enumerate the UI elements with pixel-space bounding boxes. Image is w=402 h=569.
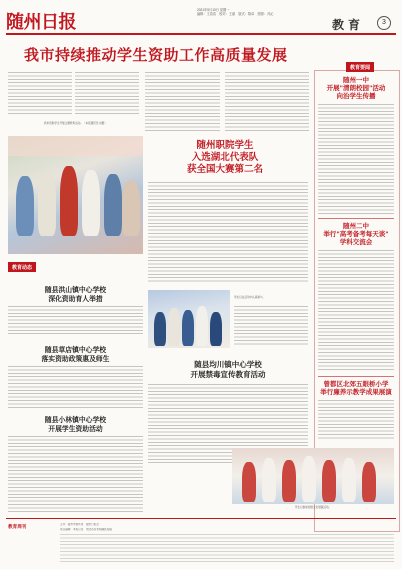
- footer-rule: [6, 518, 396, 519]
- middle-photo-caption: 学生们在活动中认真参与。: [234, 296, 266, 299]
- left-brief-3-headline: 随县小林镇中心学校 开展学生资助活动: [44, 416, 107, 433]
- footer-line-2: 责任编辑：本报记者 欢迎各位老师踊跃投稿: [60, 528, 112, 531]
- section-title: 教育: [332, 18, 365, 32]
- lead-photo-caption: 我市资助学生开展主题教育活动。 （本报通讯员 供图）: [44, 122, 107, 125]
- page-number: 3: [377, 16, 391, 30]
- header-rule: [6, 33, 396, 35]
- left-brief-2-body: [8, 366, 143, 408]
- right-item-1-headline: 随州一中 开展"清朗校园"活动 向治学生传播: [326, 76, 386, 100]
- left-brief-2-headline: 随县草店镇中心学校 落实资助政策惠及师生: [41, 346, 110, 363]
- footer-fine-print: [60, 534, 394, 562]
- left-brief-1-headline: 随县洪山镇中心学校 深化资助育人举措: [44, 286, 107, 303]
- center-story-headline: 随州职院学生 入选湖北代表队 获全国大赛第二名: [186, 140, 263, 175]
- right-item-3-body: [318, 400, 394, 440]
- right-divider-2: [318, 376, 394, 377]
- right-item-3-headline: 曾都区北郊五眼桥小学 举行廉养示教学成果展演: [320, 380, 392, 396]
- bottom-center-headline: 随县均川镇中心学校 开展禁毒宣传教育活动: [190, 360, 266, 379]
- bottom-right-photo-caption: 学生们参加校园文化展演活动。: [294, 506, 332, 509]
- issue-date: 2021年5月10日 星期一: [197, 8, 230, 12]
- issue-editors: 编辑：王苗苗 校对：王丽 版式：陈卓 照排：冯沁: [197, 12, 274, 16]
- footer-label: 教育周刊: [8, 524, 27, 529]
- left-brief-3-body: [8, 436, 143, 512]
- education-headlines-tag: 教育要闻: [346, 62, 374, 72]
- lead-body-col-2: [75, 72, 139, 116]
- middle-side-body: [234, 306, 308, 346]
- footer-line-1: 主办：随州市教育局 随州日报社: [60, 523, 99, 526]
- lead-body-col-4: [225, 72, 309, 132]
- issue-meta: [197, 8, 307, 16]
- right-divider-1: [318, 218, 394, 219]
- left-brief-1-body: [8, 306, 143, 336]
- lead-photo: [8, 136, 143, 254]
- bottom-right-photo: [232, 448, 394, 504]
- education-news-tag: 教育动态: [8, 262, 36, 272]
- lead-headline: 我市持续推动学生资助工作高质量发展: [24, 46, 288, 64]
- right-item-2-headline: 随州二中 举行"高考备考每天谈" 学科交流会: [323, 222, 389, 246]
- right-item-2-body: [318, 250, 394, 372]
- lead-body-col-1: [8, 72, 72, 116]
- middle-photo: [148, 290, 230, 348]
- center-story-body: [148, 182, 308, 282]
- right-item-1-body: [318, 104, 394, 214]
- newspaper-logo: 随州日报: [6, 12, 76, 33]
- lead-body-col-3: [145, 72, 220, 132]
